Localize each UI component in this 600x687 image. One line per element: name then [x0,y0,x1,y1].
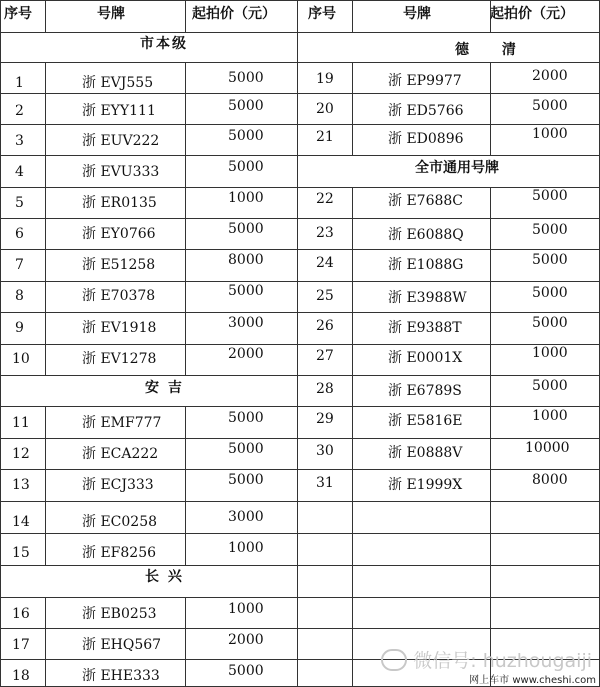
row-plate: 浙 EV1918 [82,320,157,336]
row-plate: 浙 EHQ567 [82,637,162,653]
row-plate: 浙 E6088Q [388,227,464,243]
grid-line-v [352,62,353,155]
grid-line-h [297,375,600,376]
grid-line-h [0,32,600,33]
row-price: 5000 [228,159,264,175]
row-plate: 浙 EP9977 [388,73,462,89]
row-seq: 8 [15,288,24,304]
row-seq: 21 [316,129,334,145]
grid-line-v [490,62,491,155]
grid-line-h [297,628,600,629]
grid-line-h [297,565,600,566]
row-plate: 浙 EB0253 [82,606,157,622]
grid-line-h [0,187,297,188]
wechat-watermark [381,646,592,673]
row-seq: 1 [15,75,24,91]
header-price-right: 起拍价（元） [490,6,574,22]
grid-line-h [0,501,297,502]
row-seq: 10 [12,351,30,367]
wechat-icon [381,649,407,671]
row-seq: 25 [316,288,334,304]
grid-line-h [0,312,297,313]
grid-line-h [297,406,600,407]
row-plate: 浙 EVU333 [82,164,160,180]
grid-line-h [0,218,297,219]
row-seq: 29 [316,411,334,427]
row-plate: 浙 E6789S [388,383,462,399]
row-seq: 17 [12,637,30,653]
grid-line-h [297,533,600,534]
grid-line-h [0,565,297,566]
grid-line-h [0,438,297,439]
row-seq: 3 [15,133,24,149]
row-seq: 19 [316,71,334,87]
header-price-left: 起拍价（元） [192,6,276,22]
grid-line-v [185,406,186,565]
row-price: 1000 [532,126,568,142]
row-seq: 31 [316,475,334,491]
header-plate-right: 号牌 [403,6,431,22]
grid-line-h [0,469,297,470]
row-plate: 浙 ECJ333 [82,477,154,493]
row-seq: 24 [316,255,334,271]
row-price: 5000 [228,98,264,114]
row-price: 1000 [228,601,264,617]
grid-line-h [297,597,600,598]
row-price: 5000 [532,188,568,204]
row-plate: 浙 ED0896 [388,131,464,147]
section-quanshi: 全市通用号牌 [415,160,499,176]
row-plate: 浙 ECA222 [82,446,159,462]
grid-line-h [297,281,600,282]
grid-line-h [0,597,297,598]
header-seq-left: 序号 [4,6,32,22]
row-price: 5000 [532,315,568,331]
row-price: 3000 [228,509,264,525]
row-price: 5000 [228,441,264,457]
grid-line-h [0,249,297,250]
row-plate: 浙 E5816E [388,413,463,429]
row-plate: 浙 E3988W [388,290,467,306]
row-price: 5000 [228,128,264,144]
row-plate: 浙 E7688C [388,193,464,209]
row-seq: 11 [12,415,30,431]
grid-line-h [297,62,600,63]
section-shibenji: 市本级 [140,36,188,52]
grid-line-v [352,0,353,32]
row-price: 1000 [532,408,568,424]
row-seq: 22 [316,191,334,207]
row-price: 5000 [532,378,568,394]
grid-line-v [185,0,186,32]
row-seq: 12 [12,446,30,462]
grid-line-v [490,187,491,687]
row-price: 5000 [532,285,568,301]
section-changxing: 长 兴 [145,569,184,585]
grid-line-h [297,312,600,313]
row-seq: 18 [12,668,30,684]
grid-line-h [0,0,600,1]
row-plate: 浙 EF8256 [82,545,157,561]
row-plate: 浙 E9388T [388,320,462,336]
row-price: 5000 [228,283,264,299]
row-price: 2000 [532,68,568,84]
grid-line-h [297,124,600,125]
row-seq: 20 [316,101,334,117]
grid-line-h [0,93,297,94]
section-deqing: 德 清 [455,42,530,58]
footer-source: 网上车市 www.cheshi.com [469,675,596,686]
grid-line-h [297,469,600,470]
row-seq: 5 [15,195,24,211]
row-seq: 23 [316,225,334,241]
row-price: 2000 [228,346,264,362]
row-seq: 14 [12,514,30,530]
row-seq: 13 [12,477,30,493]
header-plate-left: 号牌 [97,6,125,22]
row-plate: 浙 E0001X [388,350,463,366]
grid-line-h [297,501,600,502]
grid-line-h [0,533,297,534]
row-price: 5000 [532,252,568,268]
row-price: 2000 [228,632,264,648]
row-price: 1000 [228,540,264,556]
row-price: 5000 [228,221,264,237]
grid-line-h [297,438,600,439]
header-seq-right: 序号 [308,6,336,22]
grid-line-h [297,93,600,94]
grid-line-v [352,187,353,687]
grid-line-h [0,628,297,629]
row-plate: 浙 EVJ555 [82,75,154,91]
row-plate: 浙 EMF777 [82,415,162,431]
grid-line-h [0,281,297,282]
row-seq: 2 [15,103,24,119]
row-plate: 浙 EYY111 [82,103,156,119]
grid-line-h [297,218,600,219]
grid-line-h [0,406,297,407]
grid-line-h [0,62,297,63]
grid-line-v [45,597,46,687]
row-seq: 9 [15,320,24,336]
grid-line-v [185,597,186,687]
row-plate: 浙 EV1278 [82,351,157,367]
row-plate: 浙 EUV222 [82,133,160,149]
row-seq: 15 [12,545,30,561]
row-price: 8000 [228,252,264,268]
grid-line-h [0,124,297,125]
grid-line-v [45,406,46,565]
row-seq: 16 [12,606,30,622]
row-price: 5000 [228,410,264,426]
row-price: 8000 [532,472,568,488]
row-plate: 浙 E1088G [388,257,464,273]
grid-line-h [0,344,297,345]
row-plate: 浙 E70378 [82,288,156,304]
row-price: 5000 [532,98,568,114]
grid-line-h [297,155,600,156]
row-price: 5000 [228,70,264,86]
grid-line-v [45,0,46,32]
row-plate: 浙 ED5766 [388,103,464,119]
row-plate: 浙 EC0258 [82,514,158,530]
row-plate: 浙 ER0135 [82,195,157,211]
row-seq: 6 [15,226,24,242]
row-price: 5000 [228,663,264,679]
row-plate: 浙 E1999X [388,477,463,493]
row-price: 1000 [228,190,264,206]
grid-line-h [0,659,297,660]
row-price: 10000 [525,440,570,456]
row-seq: 27 [316,348,334,364]
row-plate: 浙 E51258 [82,257,156,273]
row-seq: 28 [316,381,334,397]
row-seq: 4 [15,164,24,180]
row-plate: 浙 E0888V [388,445,463,461]
row-plate: 浙 EY0766 [82,226,156,242]
row-price: 1000 [532,345,568,361]
row-seq: 7 [15,257,24,273]
grid-line-h [0,375,297,376]
row-price: 3000 [228,315,264,331]
row-plate: 浙 EHE333 [82,668,160,684]
watermark-text: 微信号: huzhougaiji [413,650,592,672]
section-anji: 安 吉 [145,380,184,396]
row-price: 5000 [228,472,264,488]
row-seq: 30 [316,443,334,459]
row-seq: 26 [316,318,334,334]
grid-line-h [297,249,600,250]
row-price: 5000 [532,222,568,238]
grid-line-h [0,155,297,156]
